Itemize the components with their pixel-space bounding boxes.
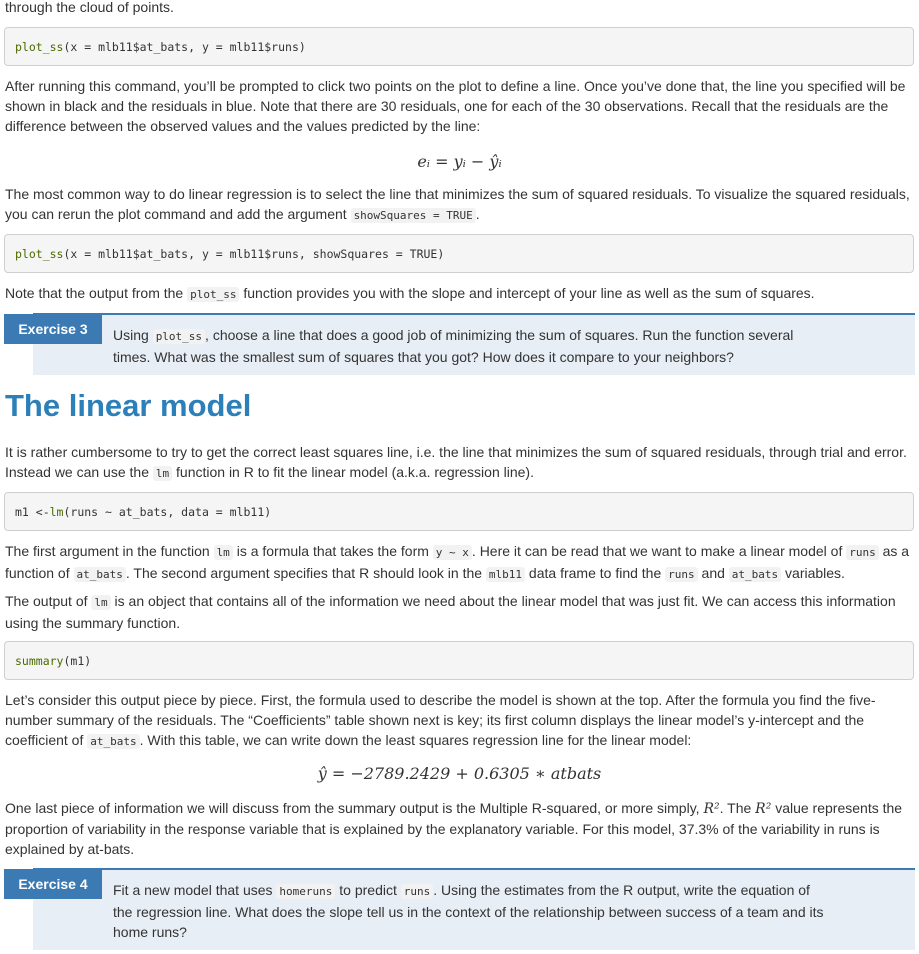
code-args: (runs ~ at_bats, data = mlb11) xyxy=(63,504,272,519)
text-span: data frame to find the xyxy=(525,565,666,581)
text-span: function in R to fit the linear model (a.k.a. regression line). xyxy=(172,464,534,480)
inline-code: at_bats xyxy=(729,567,781,582)
exercise-4-label: Exercise 4 xyxy=(4,869,102,899)
inline-code: at_bats xyxy=(87,734,139,749)
text-span: as a function of xyxy=(5,543,910,581)
text-span: Fit a new model that uses xyxy=(113,882,277,898)
math-r-squared: R² xyxy=(703,801,720,817)
text-span: function provides you with the slope and intercept of your line as well as the sum of squares. xyxy=(239,285,815,301)
exercise-3-text xyxy=(113,325,833,367)
paragraph-lm-output xyxy=(5,591,913,633)
inline-code: runs xyxy=(665,567,698,582)
inline-code: at_bats xyxy=(74,567,126,582)
text-span: . The xyxy=(719,800,756,816)
inline-code: runs xyxy=(401,884,434,899)
code-block-plot-ss-squares[interactable] xyxy=(4,234,914,273)
inline-code: lm xyxy=(153,466,172,481)
paragraph-residuals: After running this command, you’ll be prompted to click two points on the plot to define a line. Once you’ve done that, the line you specified will be shown in black and the residuals in blue. Note that there are 30 residuals, one for each of the 30 observations. Recall that the residuals are the difference between the observed values and the values predicted by the line: xyxy=(5,78,906,134)
code-args: (x = mlb11$at_bats, y = mlb11$runs, showSquares = TRUE) xyxy=(63,246,445,261)
inline-code: mlb11 xyxy=(486,567,525,582)
text-span: . The second argument specifies that R should look in the xyxy=(125,565,486,581)
inline-code: homeruns xyxy=(276,884,335,899)
inline-code: plot_ss xyxy=(187,287,239,302)
text-span: is a formula that takes the form xyxy=(232,543,433,559)
inline-code: lm xyxy=(214,545,233,560)
code-assign: m1 <- xyxy=(15,504,50,519)
text-span: is an object that contains all of the information we need about the linear model that was just fit. We can access this information using the summary function. xyxy=(5,593,896,631)
text-span: One last piece of information we will discuss from the summary output is the Multiple R-squared, or more simply, xyxy=(5,800,704,816)
equation-regression-line: ŷ = −2789.2429 + 0.6305 ∗ atbats xyxy=(317,764,602,783)
code-args: (x = mlb11$at_bats, y = mlb11$runs) xyxy=(63,39,306,54)
paragraph-formula xyxy=(5,541,913,585)
paragraph-lm-intro xyxy=(5,442,913,484)
text-span: . With this table, we can write down the least squares regression line for the linear model: xyxy=(139,732,692,748)
text-span: Note that the output from the xyxy=(5,285,188,301)
text-span: . Using the estimates from the R output, write the equation of the regression line. What does the slope tell us in the context of the relationship between success of a team and its home runs? xyxy=(113,882,824,940)
inline-code: y ~ x xyxy=(433,545,472,560)
paragraph-output-note xyxy=(5,283,913,305)
inline-code: showSquares = TRUE xyxy=(351,208,476,223)
text-span: and xyxy=(697,565,729,581)
text-span: The most common way to do linear regression is to select the line that minimizes the sum of squared residuals. To visualize the squared residuals, you can rerun the plot command and add the argument xyxy=(5,186,910,222)
continued-text: through the cloud of points. xyxy=(5,0,174,15)
text-span: to predict xyxy=(335,882,401,898)
text-span: The first argument in the function xyxy=(5,543,214,559)
paragraph-summary-output xyxy=(5,690,913,752)
text-span: . Here it can be read that we want to make a linear model of xyxy=(471,543,847,559)
section-heading: The linear model xyxy=(5,388,252,423)
code-args: (m1) xyxy=(63,653,92,668)
code-block-plot-ss[interactable] xyxy=(4,27,914,66)
paragraph-r-squared xyxy=(5,798,913,859)
text-span: , choose a line that does a good job of minimizing the sum of squares. Run the function several times. What was the smallest sum of squares that you got? How does it compare to your neighbors? xyxy=(113,327,794,365)
text-span: value represents the proportion of variability in the response variable that is explained by the explanatory variable. For this model, 37.3% of the variability in runs is explained by at-bats. xyxy=(5,800,903,857)
code-function: lm xyxy=(49,504,64,519)
paragraph-least-squares xyxy=(5,184,913,226)
text-span: variables. xyxy=(781,565,845,581)
text-span: . xyxy=(475,206,480,222)
exercise-3-label: Exercise 3 xyxy=(4,314,102,344)
code-function: plot_ss xyxy=(15,39,64,54)
math-r-squared: R² xyxy=(755,801,772,817)
inline-code: plot_ss xyxy=(153,329,205,344)
text-span: It is rather cumbersome to try to get the correct least squares line, i.e. the line that minimizes the sum of squared residuals, through trial and error. Instead we can use the xyxy=(5,444,907,480)
text-span: Using xyxy=(113,327,153,343)
code-function: summary xyxy=(15,653,64,668)
text-span: Let’s consider this output piece by piece. First, the formula used to describe the model is shown at the top. After the formula you find the five-number summary of the residuals. The “Coefficients” table shown next is key; its first column displays the linear model’s y-intercept and the coefficient of xyxy=(5,692,876,748)
inline-code: lm xyxy=(91,595,110,610)
exercise-4-text xyxy=(113,880,833,942)
equation-residual: eᵢ = yᵢ − ŷᵢ xyxy=(417,152,502,171)
code-block-lm[interactable] xyxy=(4,492,914,531)
code-function: plot_ss xyxy=(15,246,64,261)
inline-code: runs xyxy=(846,545,879,560)
code-block-summary[interactable] xyxy=(4,641,914,680)
text-span: The output of xyxy=(5,593,92,609)
